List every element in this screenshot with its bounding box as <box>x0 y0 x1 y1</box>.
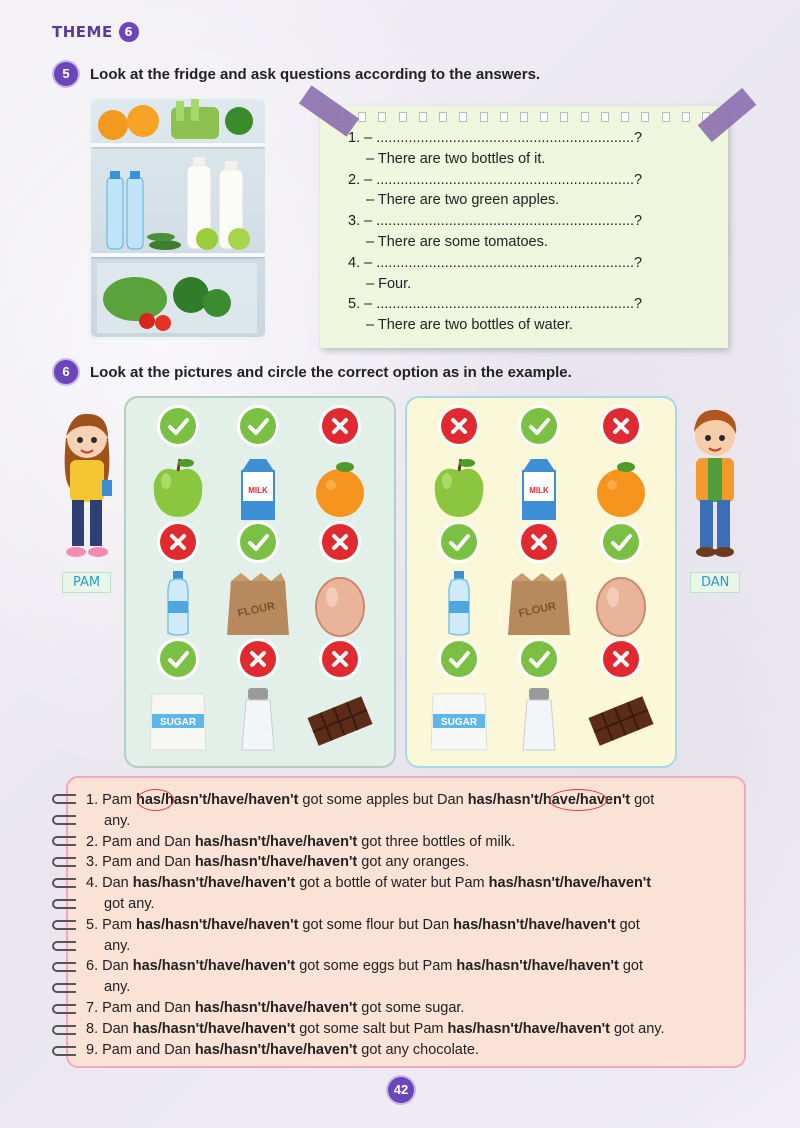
given-answer: – There are two green apples. <box>366 192 560 209</box>
salt-icon <box>240 688 276 759</box>
sentence-list <box>86 790 746 1060</box>
svg-text:MILK: MILK <box>248 486 268 495</box>
sentence-text: Dan <box>102 875 133 892</box>
sentence-item <box>86 1040 746 1061</box>
sugar-icon <box>148 688 208 759</box>
question-list <box>348 128 642 336</box>
pam-name-tag: PAM <box>62 572 111 593</box>
sentence-item <box>86 832 746 853</box>
theme-header <box>52 22 139 42</box>
option-group[interactable]: has/hasn't/have/haven't <box>447 1020 610 1037</box>
sentence-text: got <box>618 958 644 975</box>
cross-icon <box>441 408 477 444</box>
check-icon <box>603 524 639 560</box>
sentence-item <box>86 956 746 977</box>
exercise-6-instruction: Look at the pictures and circle the correct option as in the example. <box>90 364 572 381</box>
sentence-text: Pam and Dan <box>102 854 195 871</box>
option-group[interactable]: has/hasn't/have/haven't <box>194 833 358 850</box>
check-icon <box>441 641 477 677</box>
option-group[interactable]: has/hasn't/have/haven't <box>456 958 619 975</box>
check-icon <box>240 408 276 444</box>
sugar-icon <box>429 688 489 759</box>
option-group[interactable]: has/hasn't/have/haven't <box>488 875 652 892</box>
apple-icon <box>431 457 487 524</box>
egg-icon <box>314 571 366 642</box>
sentence-text: Dan <box>102 1020 133 1037</box>
option-group[interactable]: has/hasn't/have/haven't <box>132 958 296 975</box>
check-icon <box>160 641 196 677</box>
sentence-text: got three bottles of milk. <box>357 833 516 850</box>
sentence-text: Pam and Dan <box>102 833 195 850</box>
given-answer: – There are two bottles of water. <box>366 317 573 334</box>
milk-icon <box>240 455 276 526</box>
water-icon <box>164 571 192 642</box>
sentence-number: 7. <box>86 999 99 1016</box>
cross-icon <box>603 408 639 444</box>
milk-icon <box>521 455 557 526</box>
question-item: 4. – ................................................................? <box>348 254 643 271</box>
option-group[interactable]: has/hasn't/have/haven't <box>467 792 631 808</box>
sentence-number: 2. <box>86 833 99 850</box>
answer-blank[interactable]: ................................................................? <box>376 296 643 313</box>
given-answer: – There are two bottles of it. <box>366 150 546 167</box>
exercise-5-instruction: Look at the fridge and ask questions according to the answers. <box>90 66 541 83</box>
sentence-text: got any oranges. <box>357 854 470 871</box>
check-icon <box>441 524 477 560</box>
flour-icon <box>506 571 572 642</box>
example-circle-hasnt <box>549 789 607 811</box>
sentence-item <box>86 873 746 894</box>
sentence-text: got some apples but Dan <box>298 792 468 808</box>
sentence-item <box>86 915 746 936</box>
svg-text:SUGAR: SUGAR <box>440 717 478 728</box>
exercise-5-number: 5 <box>54 62 78 86</box>
sentence-continuation: any. <box>104 812 131 829</box>
sentence-text: got some sugar. <box>357 999 465 1016</box>
cross-icon <box>603 641 639 677</box>
sentence-text: got <box>630 792 655 808</box>
given-answer: – Four. <box>366 275 412 292</box>
sentence-text: got any chocolate. <box>357 1041 479 1058</box>
orange-icon <box>313 457 367 524</box>
sentence-continuation: any. <box>104 979 131 996</box>
sentence-item <box>86 998 746 1019</box>
svg-text:MILK: MILK <box>529 486 549 495</box>
option-group[interactable]: has/hasn't/have/haven't <box>135 792 299 808</box>
salt-icon <box>521 688 557 759</box>
theme-label: THEME <box>52 23 113 41</box>
option-group[interactable]: has/hasn't/have/haven't <box>132 1020 296 1037</box>
sentence-text: got some salt but Pam <box>295 1020 448 1037</box>
question-item: 1. – ................................................................? <box>348 130 643 146</box>
dan-character <box>680 406 750 566</box>
pam-character <box>52 408 122 568</box>
sentence-text: got a bottle of water but Pam <box>295 875 489 892</box>
sentence-text: Pam <box>102 792 136 808</box>
sentence-item <box>86 852 746 873</box>
option-group[interactable]: has/hasn't/have/haven't <box>194 1041 358 1058</box>
svg-text:FLOUR: FLOUR <box>517 600 558 620</box>
chocolate-icon <box>307 696 373 751</box>
answer-blank[interactable]: ................................................................? <box>376 254 643 271</box>
fridge-picture <box>88 96 268 340</box>
answer-blank[interactable]: ................................................................? <box>376 130 643 146</box>
sentence-text: got <box>615 916 640 933</box>
exercise-6-number: 6 <box>54 360 78 384</box>
egg-icon <box>595 571 647 642</box>
option-group[interactable]: has/hasn't/have/haven't <box>194 854 358 871</box>
sentence-number: 8. <box>86 1020 99 1037</box>
water-icon <box>445 571 473 642</box>
cross-icon <box>521 524 557 560</box>
check-icon <box>160 408 196 444</box>
sentence-text: Pam and Dan <box>102 999 195 1016</box>
answer-blank[interactable]: ................................................................? <box>376 171 643 188</box>
sentence-number: 5. <box>86 916 99 933</box>
dan-name-tag: DAN <box>690 572 740 593</box>
cross-icon <box>240 641 276 677</box>
sentence-item <box>86 790 746 811</box>
sentence-number: 6. <box>86 958 99 975</box>
option-group[interactable]: has/hasn't/have/haven't <box>194 999 358 1016</box>
check-icon <box>240 524 276 560</box>
page-number: 42 <box>388 1077 414 1103</box>
sentence-text: Pam <box>102 916 136 933</box>
sentence-number: 1. <box>86 792 99 808</box>
given-answer: – There are some tomatoes. <box>366 233 548 250</box>
sentence-number: 9. <box>86 1041 99 1058</box>
sentence-continuation: any. <box>104 937 131 954</box>
question-item: 2. – ................................................................? <box>348 171 643 188</box>
cross-icon <box>160 524 196 560</box>
sentence-number: 3. <box>86 854 99 871</box>
cross-icon <box>322 524 358 560</box>
option-group[interactable]: has/hasn't/have/haven't <box>135 916 299 933</box>
check-icon <box>521 408 557 444</box>
orange-icon <box>594 457 648 524</box>
flour-icon <box>225 571 291 642</box>
question-item: 5. – ................................................................? <box>348 296 643 313</box>
chocolate-icon <box>588 696 654 751</box>
cross-icon <box>322 641 358 677</box>
sentence-text: got some flour but Dan <box>298 916 454 933</box>
sentence-text: got some eggs but Pam <box>295 958 457 975</box>
sentence-text: got any. <box>609 1020 665 1037</box>
svg-text:SUGAR: SUGAR <box>159 717 197 728</box>
sentence-number: 4. <box>86 875 99 892</box>
option-group[interactable]: has/hasn't/have/haven't <box>453 916 616 933</box>
question-item: 3. – ................................................................? <box>348 213 643 230</box>
apple-icon <box>150 457 206 524</box>
sentence-item <box>86 1019 746 1040</box>
cross-icon <box>322 408 358 444</box>
theme-number: 6 <box>119 22 139 42</box>
svg-text:FLOUR: FLOUR <box>236 600 277 620</box>
sentence-text: Pam and Dan <box>102 1041 195 1058</box>
check-icon <box>521 641 557 677</box>
example-circle-has <box>137 789 174 811</box>
sentence-continuation: got any. <box>104 895 155 912</box>
answer-blank[interactable]: ................................................................? <box>376 213 643 230</box>
sentence-text: Dan <box>102 958 133 975</box>
option-group[interactable]: has/hasn't/have/haven't <box>132 875 296 892</box>
